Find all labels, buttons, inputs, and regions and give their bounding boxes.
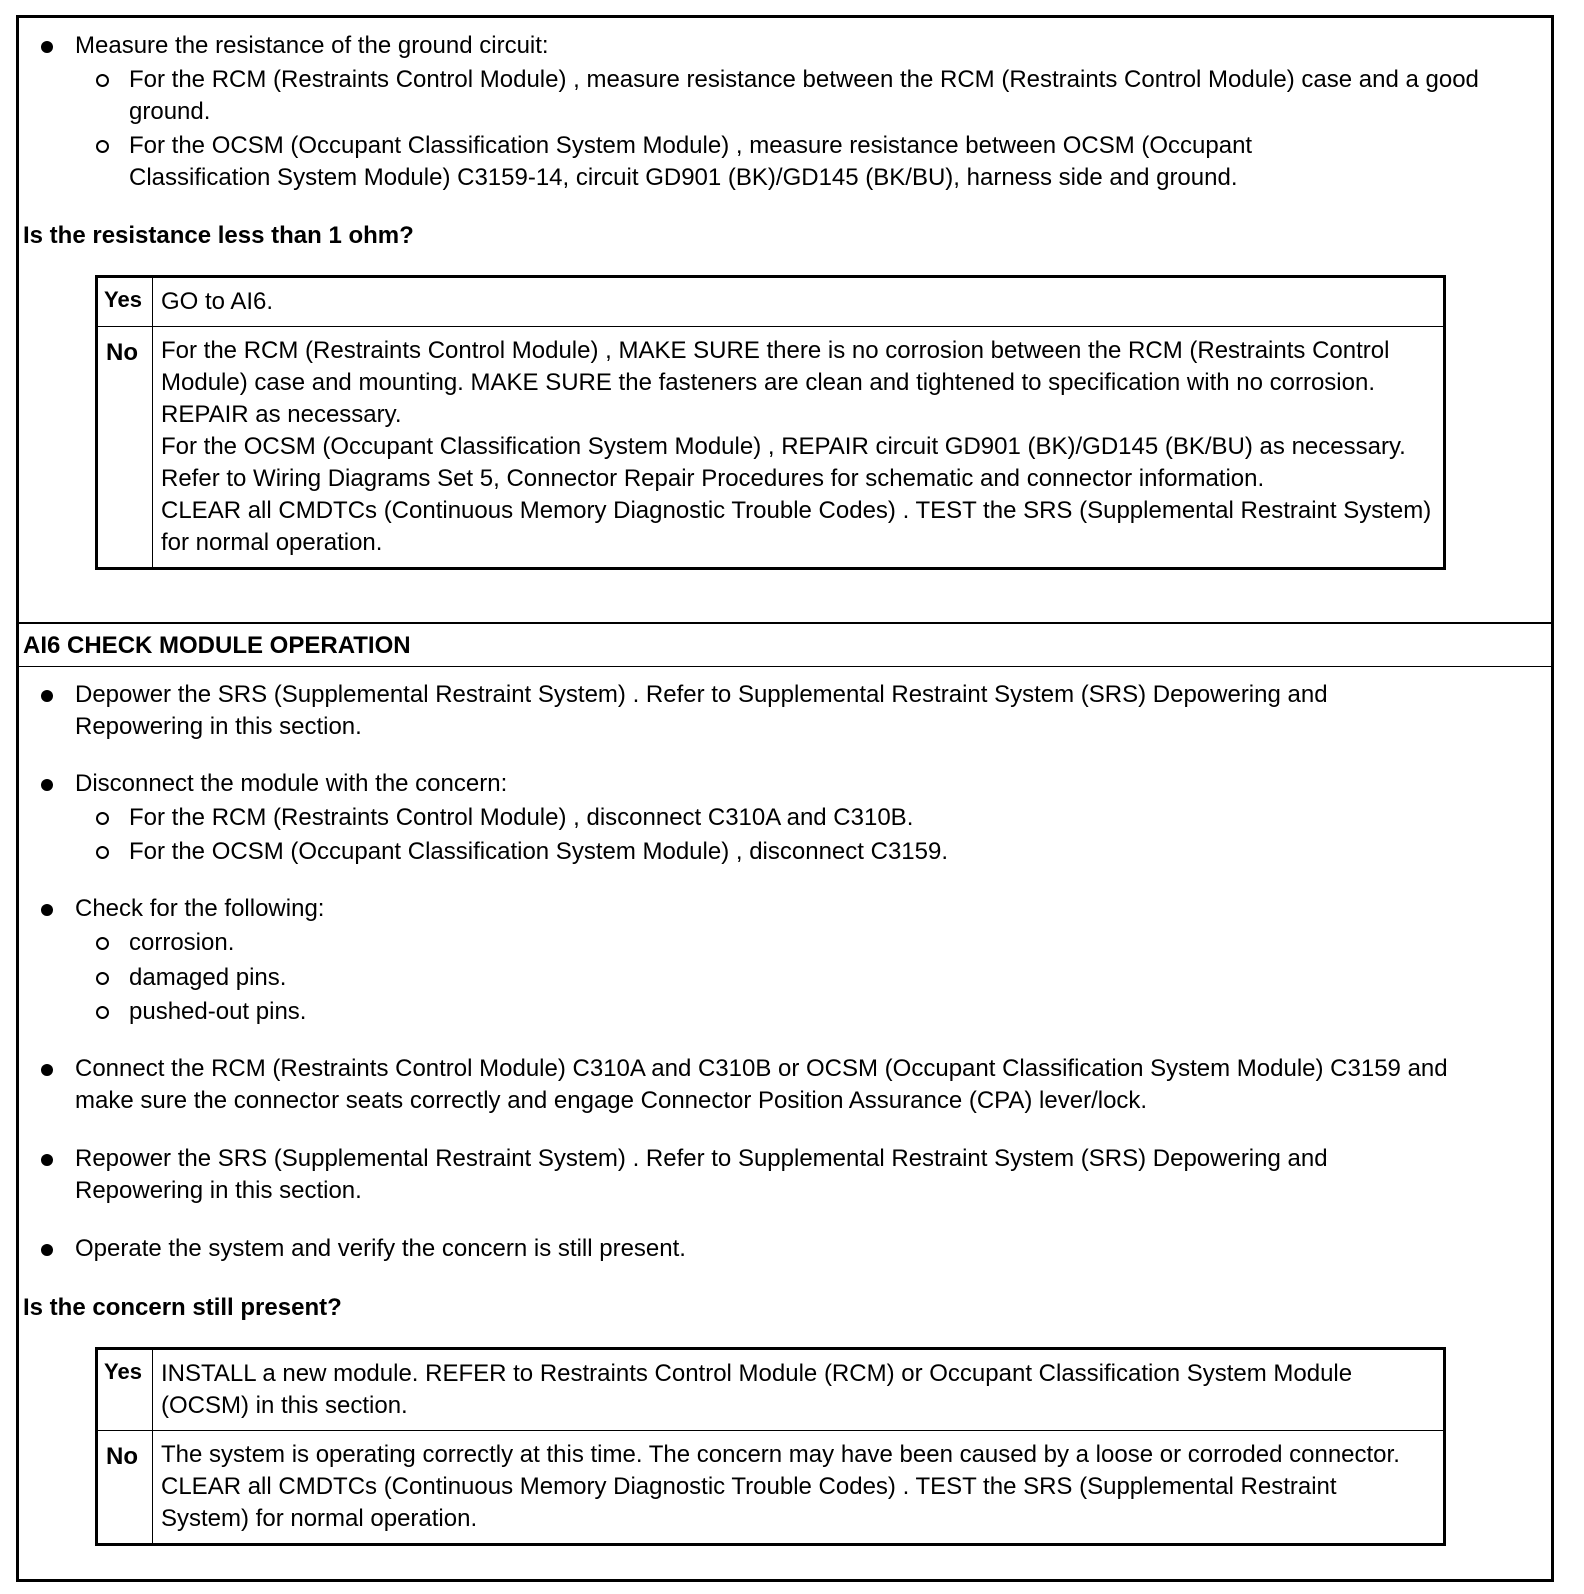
question-text: Is the resistance less than 1 ohm? [23, 222, 414, 249]
sub-list-item-text: pushed-out pins. [129, 998, 307, 1025]
yes-no-table [95, 275, 1446, 570]
no-action-line: Refer to Wiring Diagrams Set 5, Connector Repair Procedures for schematic and connector information. [161, 465, 1265, 492]
circle-bullet-icon [96, 140, 109, 153]
table-row [97, 327, 1445, 569]
bullet-icon [41, 1244, 53, 1256]
sub-list-item [129, 927, 1429, 959]
list-item-text: Repower the SRS (Supplemental Restraint System) . Refer to Supplemental Restraint System (SRS) Depowering and Repowering in this section. [75, 1145, 1328, 1204]
no-action: The system is operating correctly at this time. The concern may have been caused by a loose or corroded connector. CLEAR all CMDTCs (Continuous Memory Diagnostic Trouble Codes) . TEST the SRS (Supplemental Restraint System) for normal operation. [153, 1431, 1445, 1545]
bullet-icon [41, 41, 53, 53]
question-text: Is the concern still present? [23, 1294, 342, 1321]
list-item-text: Check for the following: [75, 895, 325, 922]
sub-list-item [129, 996, 1429, 1028]
list-item [75, 1143, 1455, 1207]
bullet-icon [41, 904, 53, 916]
sub-list-item [129, 836, 1429, 868]
circle-bullet-icon [96, 846, 109, 859]
yes-label: Yes [97, 1349, 153, 1431]
sub-list-item-text: damaged pins. [129, 964, 287, 991]
table-row [97, 277, 1445, 327]
list-item [75, 768, 1455, 800]
table-row [97, 1431, 1445, 1545]
step-ai6-section [19, 667, 1551, 1579]
sub-list-item [129, 130, 1389, 194]
no-action [153, 327, 1445, 569]
circle-bullet-icon [96, 937, 109, 950]
sub-list-item-text: For the RCM (Restraints Control Module) , measure resistance between the RCM (Restraints Control Module) case and a good ground. [129, 66, 1479, 125]
sub-list-item-text: corrosion. [129, 929, 235, 956]
no-action-line: CLEAR all CMDTCs (Continuous Memory Diagnostic Trouble Codes) . TEST the SRS (Supplemental Restraint System) for normal operation. [161, 497, 1432, 556]
no-label: No [97, 1431, 153, 1545]
list-item [75, 893, 1455, 925]
bullet-icon [41, 1064, 53, 1076]
yes-no-table [95, 1347, 1446, 1546]
list-item-text: Connect the RCM (Restraints Control Module) C310A and C310B or OCSM (Occupant Classification System Module) C3159 and make sure the connector seats correctly and engage Connector Position Assurance (CPA) lever/lock. [75, 1055, 1448, 1114]
sub-list-item-text: For the RCM (Restraints Control Module) , disconnect C310A and C310B. [129, 804, 914, 831]
list-item-text: Depower the SRS (Supplemental Restraint System) . Refer to Supplemental Restraint System (SRS) Depowering and Repowering in this section. [75, 681, 1328, 740]
yes-action: INSTALL a new module. REFER to Restraints Control Module (RCM) or Occupant Classification System Module (OCSM) in this section. [153, 1349, 1445, 1431]
yes-label: Yes [97, 277, 153, 327]
bullet-icon [41, 690, 53, 702]
list-item [75, 1233, 1455, 1265]
list-item-text: Operate the system and verify the concern is still present. [75, 1235, 686, 1262]
table-row [97, 1349, 1445, 1431]
circle-bullet-icon [96, 74, 109, 87]
list-item-text: Measure the resistance of the ground circuit: [75, 32, 549, 59]
sub-list-item [129, 962, 1429, 994]
list-item [75, 1053, 1455, 1117]
circle-bullet-icon [96, 812, 109, 825]
sub-list-item [129, 64, 1539, 128]
circle-bullet-icon [96, 972, 109, 985]
no-action-line: For the RCM (Restraints Control Module) , MAKE SURE there is no corrosion between the RCM (Restraints Control Module) case and mounting. MAKE SURE the fasteners are clean and tightened to specification with no corrosion. REPAIR as necessary. [161, 337, 1390, 428]
no-action-line: For the OCSM (Occupant Classification System Module) , REPAIR circuit GD901 (BK)/GD145 (BK/BU) as necessary. [161, 433, 1406, 460]
procedure-frame [16, 15, 1554, 1582]
circle-bullet-icon [96, 1006, 109, 1019]
list-item [75, 679, 1455, 743]
list-item-text: Disconnect the module with the concern: [75, 770, 508, 797]
bullet-icon [41, 1154, 53, 1166]
step-ai5-section [19, 18, 1551, 624]
list-item [75, 30, 1515, 62]
sub-list-item-text: For the OCSM (Occupant Classification System Module) , disconnect C3159. [129, 838, 948, 865]
sub-list-item [129, 802, 1429, 834]
step-heading: AI6 CHECK MODULE OPERATION [23, 632, 411, 659]
sub-list-item-text: For the OCSM (Occupant Classification System Module) , measure resistance between OCSM (Occupant Classification System Module) C3159-14, circuit GD901 (BK)/GD145 (BK/BU), harness side and ground. [129, 132, 1253, 191]
bullet-icon [41, 779, 53, 791]
step-heading-row [19, 622, 1551, 667]
no-label: No [97, 327, 153, 569]
yes-action: GO to AI6. [153, 277, 1445, 327]
